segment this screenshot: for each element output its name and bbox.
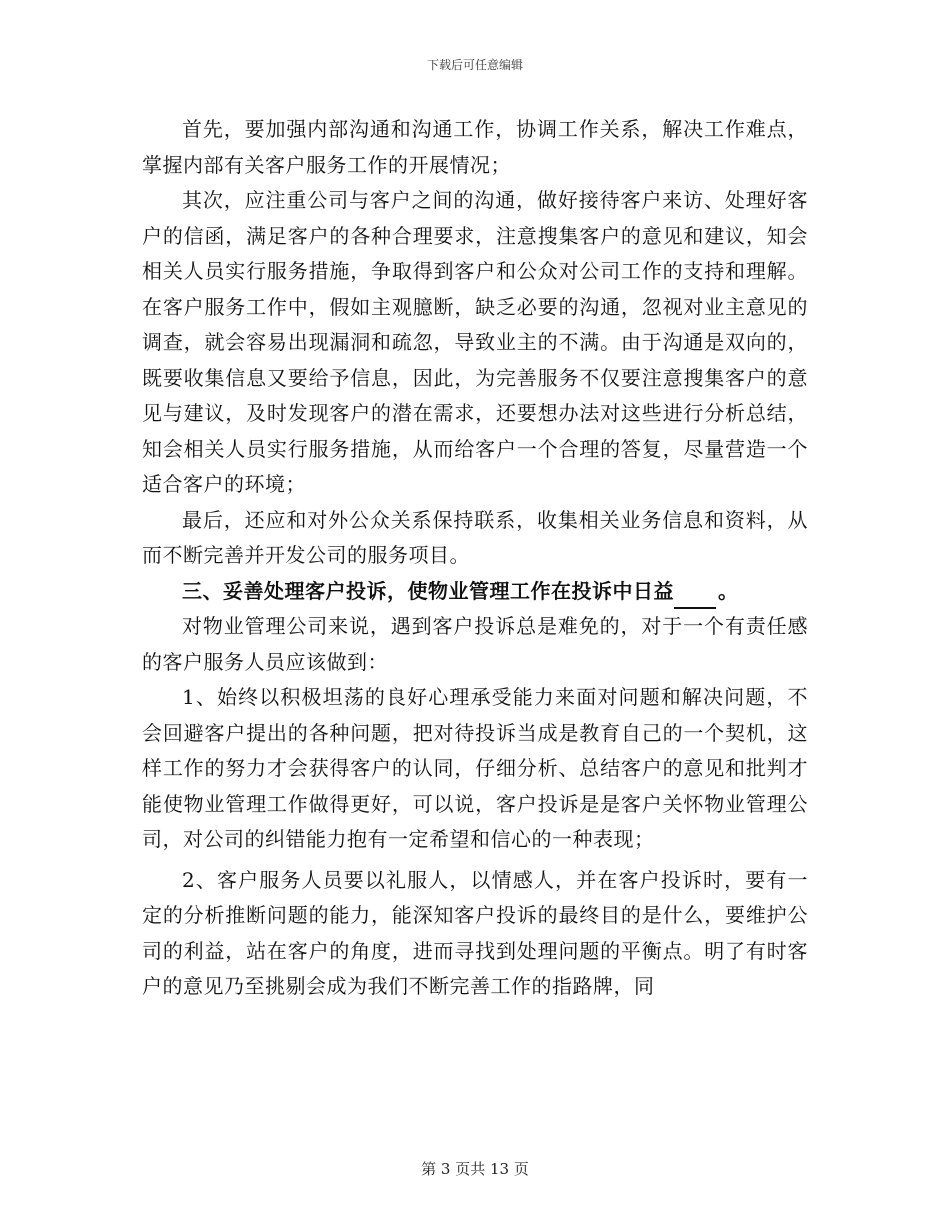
list-item-2: 2、客户服务人员要以礼服人，以情感人，并在客户投诉时，要有一定的分析推断问题的能力，能深知客户投诉的最终目的是什么，要维护公司的利益，站在客户的角度，进而寻找到处理问题的平衡点。明了有时客户的意见乃至挑剔会成为我们不断完善工作的指路牌，同 [142, 867, 808, 998]
paragraph-intro: 对物业管理公司来说，遇到客户投诉总是难免的，对于一个有责任感的客户服务人员应该做到： [142, 614, 808, 674]
section-heading-end: 。 [718, 578, 739, 603]
paragraph-second: 其次，应注重公司与客户之间的沟通，做好接待客户来访、处理好客户的信函，满足客户的各种合理要求，注意搜集客户的意见和建议，知会相关人员实行服务措施，争取得到客户和公众对公司工作的支持和理解。在客户服务工作中，假如主观臆断，缺乏必要的沟通，忽视对业主意见的调查，就会容易出现漏洞和疏忽，导致业主的不满。由于沟通是双向的，既要收集信息又要给予信息，因此，为完善服务不仅要注意搜集客户的意见与建议，及时发现客户的潜在需求，还要想办法对这些进行分析总结，知会相关人员实行服务措施，从而给客户一个合理的答复，尽量营造一个适合客户的环境； [142, 188, 808, 496]
fill-in-blank [674, 585, 716, 609]
page-number: 第 3 页共 13 页 [421, 1160, 529, 1178]
section-heading [142, 574, 808, 610]
list-item-1: 1、始终以积极坦荡的良好心理承受能力来面对问题和解决问题，不会回避客户提出的各种问题，把对待投诉当成是教育自己的一个契机，这样工作的努力才会获得客户的认同，仔细分析、总结客户的意见和批判才能使物业管理工作做得更好，可以说，客户投诉是是客户关怀物业管理公司，对公司的纠错能力抱有一定希望和信心的一种表现； [142, 685, 808, 851]
document-body [142, 112, 808, 1005]
paragraph-last: 最后，还应和对外公众关系保持联系，收集相关业务信息和资料，从而不断完善并开发公司的服务项目。 [142, 507, 808, 567]
page-header: 下载后可任意编辑 [426, 58, 523, 72]
paragraph-first: 首先，要加强内部沟通和沟通工作，协调工作关系，解决工作难点，掌握内部有关客户服务工作的开展情况； [142, 117, 808, 177]
section-heading-text: 三、妥善处理客户投诉，使物业管理工作在投诉中日益 [182, 578, 674, 603]
